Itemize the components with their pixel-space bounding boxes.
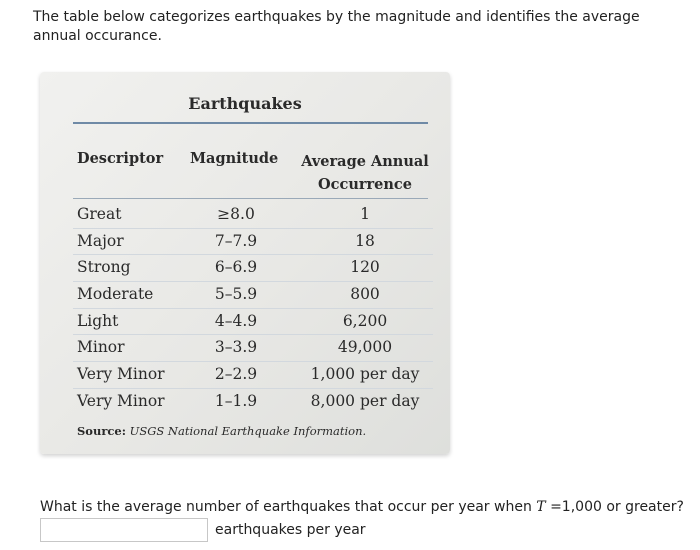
cell-descriptor: Major [77,231,124,250]
question-suffix: =1,000 or greater? [545,499,684,515]
table-row [73,362,433,389]
answer-input[interactable] [41,520,207,542]
table-row [73,255,433,282]
earthquake-table-photo [40,72,450,454]
header-average-annual-occurrence [295,150,435,196]
table-title: Earthquakes [188,94,302,113]
header-descriptor: Descriptor [77,150,164,167]
cell-descriptor: Minor [77,338,125,357]
table-row [73,282,433,309]
cell-average: 1,000 per day [310,365,420,384]
cell-descriptor: Very Minor [77,391,165,410]
cell-descriptor: Strong [77,258,131,277]
title-divider [73,122,428,124]
table-row [73,389,433,415]
header-magnitude: Magnitude [190,150,279,167]
cell-average: 8,000 per day [310,391,420,410]
cell-magnitude: 4–4.9 [214,311,258,330]
cell-magnitude: ≥8.0 [217,205,255,223]
cell-average: 18 [355,231,375,250]
source-label: Source: [77,424,126,438]
table-source [77,424,366,438]
cell-average: 1 [360,205,370,223]
cell-descriptor: Very Minor [77,365,165,384]
cell-magnitude: 5–5.9 [214,285,258,304]
question-prefix: What is the average number of earthquakes that occur per year when [40,499,537,515]
question-variable: T [536,499,546,515]
header-divider [73,198,428,199]
answer-unit-label: earthquakes per year [215,522,366,538]
cell-average: 120 [350,258,380,277]
source-text: USGS National Earthquake Information. [129,424,367,438]
question-text [40,499,684,515]
table-row [73,202,433,229]
cell-magnitude: 1–1.9 [214,391,258,410]
cell-average: 800 [350,285,380,304]
cell-descriptor: Great [77,205,122,223]
answer-field-container[interactable] [40,518,208,542]
cell-magnitude: 3–3.9 [214,338,258,357]
table-row [73,309,433,336]
cell-magnitude: 6–6.9 [214,258,258,277]
table-body [73,202,433,415]
intro-text: The table below categorizes earthquakes by the magnitude and identifies the average annual occurance. [33,9,640,44]
cell-descriptor: Light [77,311,119,330]
table-row [73,335,433,362]
table-row [73,229,433,256]
cell-magnitude: 7–7.9 [214,231,258,250]
cell-average: 6,200 [342,311,388,330]
header-average-line1: Average Annual [301,153,429,170]
cell-descriptor: Moderate [77,285,154,304]
cell-average: 49,000 [337,338,393,357]
header-average-line2: Occurrence [318,176,412,193]
cell-magnitude: 2–2.9 [214,365,258,384]
